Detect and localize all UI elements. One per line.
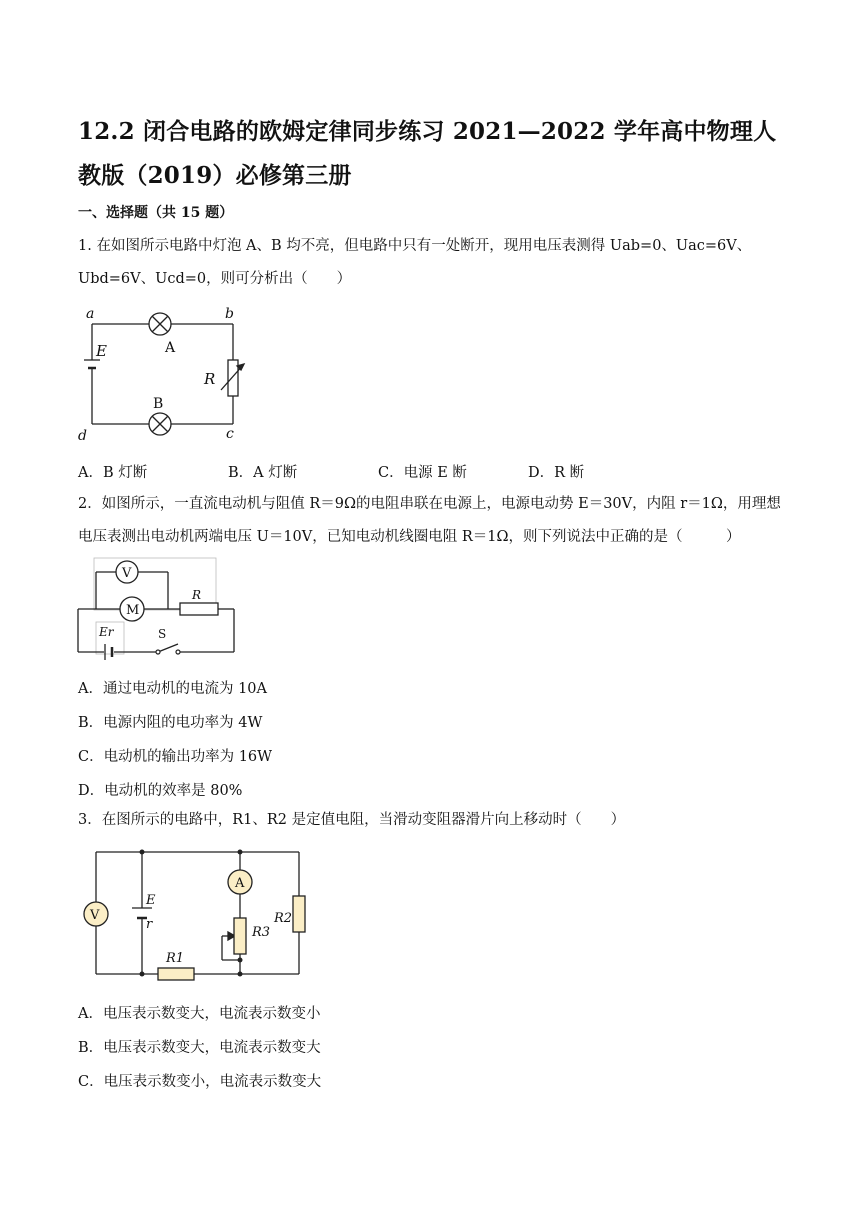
slider-arrow <box>222 932 235 940</box>
voltmeter-symbol <box>84 902 108 926</box>
source-er-label: Er <box>99 625 114 639</box>
question-1-circuit-figure <box>74 304 254 446</box>
option-b[interactable]: B．电源内阻的电功率为 4W <box>78 715 263 731</box>
question-3-text: 3．在图所示的电路中，R1、R2 是定值电阻，当滑动变阻器滑片向上移动时（ ） <box>78 812 626 828</box>
lamp-a-symbol <box>149 313 171 335</box>
resistor-label: R <box>192 588 202 602</box>
voltmeter-symbol <box>116 561 138 583</box>
r3-label: R3 <box>252 925 271 940</box>
option-c[interactable]: C．电压表示数变小，电流表示数变大 <box>78 1074 322 1090</box>
document-title: 12.2 闭合电路的欧姆定律同步练习 2021—2022 学年高中物理人教版（2019）必修第三册 <box>78 118 777 189</box>
resistor-r2-symbol <box>293 896 305 932</box>
question-2-circuit-figure <box>74 556 240 662</box>
motor-label: M <box>126 603 140 618</box>
motor-symbol <box>120 597 144 621</box>
question-2-text: 2．如图所示，一直流电动机与阻值 R＝9Ω的电阻串联在电源上，电源电动势 E＝30V，内阻 r＝1Ω，用理想电压表测出电动机两端电压 U＝10V，已知电动机线圈电阻 R＝1Ω，则下列说法中正确的是（ ） <box>78 496 781 545</box>
switch-contact <box>156 650 160 654</box>
lamp-a-label: A <box>165 340 176 356</box>
section-heading: 一、选择题（共 15 题） <box>78 205 234 221</box>
option-a[interactable]: A．电压表示数变大，电流表示数变小 <box>78 1006 321 1022</box>
question-1-text: 1. 在如图所示电路中灯泡 A、B 均不亮，但电路中只有一处断开，现用电压表测得 Uab=0、Uac=6V、Ubd=6V、Ucd=0，则可分析出（ ） <box>78 238 752 287</box>
option-a[interactable]: A．B 灯断 <box>78 465 148 481</box>
option-d[interactable]: D．电动机的效率是 80% <box>78 783 243 799</box>
voltmeter-label: V <box>122 566 132 581</box>
r1-label: R1 <box>166 951 185 966</box>
option-b[interactable]: B．电压表示数变大，电流表示数变大 <box>78 1040 321 1056</box>
switch-contact <box>176 650 180 654</box>
source-e-label: E <box>96 342 107 360</box>
source-r-label: r <box>146 917 153 932</box>
rheostat-r3-symbol <box>234 918 246 954</box>
r2-label: R2 <box>274 911 293 926</box>
switch-label: S <box>158 627 167 641</box>
node-label-d: d <box>78 428 87 444</box>
resistor-r-label: R <box>204 370 216 388</box>
battery-symbol <box>84 360 100 368</box>
ammeter-symbol <box>228 870 252 894</box>
ammeter-label: A <box>235 876 245 891</box>
node-label-b: b <box>225 306 234 322</box>
option-a[interactable]: A．通过电动机的电流为 10A <box>78 681 268 697</box>
node-label-c: c <box>226 426 234 442</box>
option-c[interactable]: C．电源 E 断 <box>378 465 467 481</box>
question-3-circuit-figure <box>82 842 310 982</box>
node-label-a: a <box>86 306 95 322</box>
option-b[interactable]: B．A 灯断 <box>228 465 298 481</box>
rheostat-symbol <box>221 360 244 396</box>
option-c[interactable]: C．电动机的输出功率为 16W <box>78 749 273 765</box>
resistor-r1-symbol <box>158 968 194 980</box>
source-e-label: E <box>146 893 156 908</box>
battery-symbol <box>105 644 112 660</box>
voltmeter-label: V <box>90 908 100 923</box>
resistor-symbol <box>180 588 218 615</box>
option-d[interactable]: D．R 断 <box>528 465 585 481</box>
lamp-b-symbol <box>149 413 171 435</box>
lamp-b-label: B <box>153 396 164 412</box>
